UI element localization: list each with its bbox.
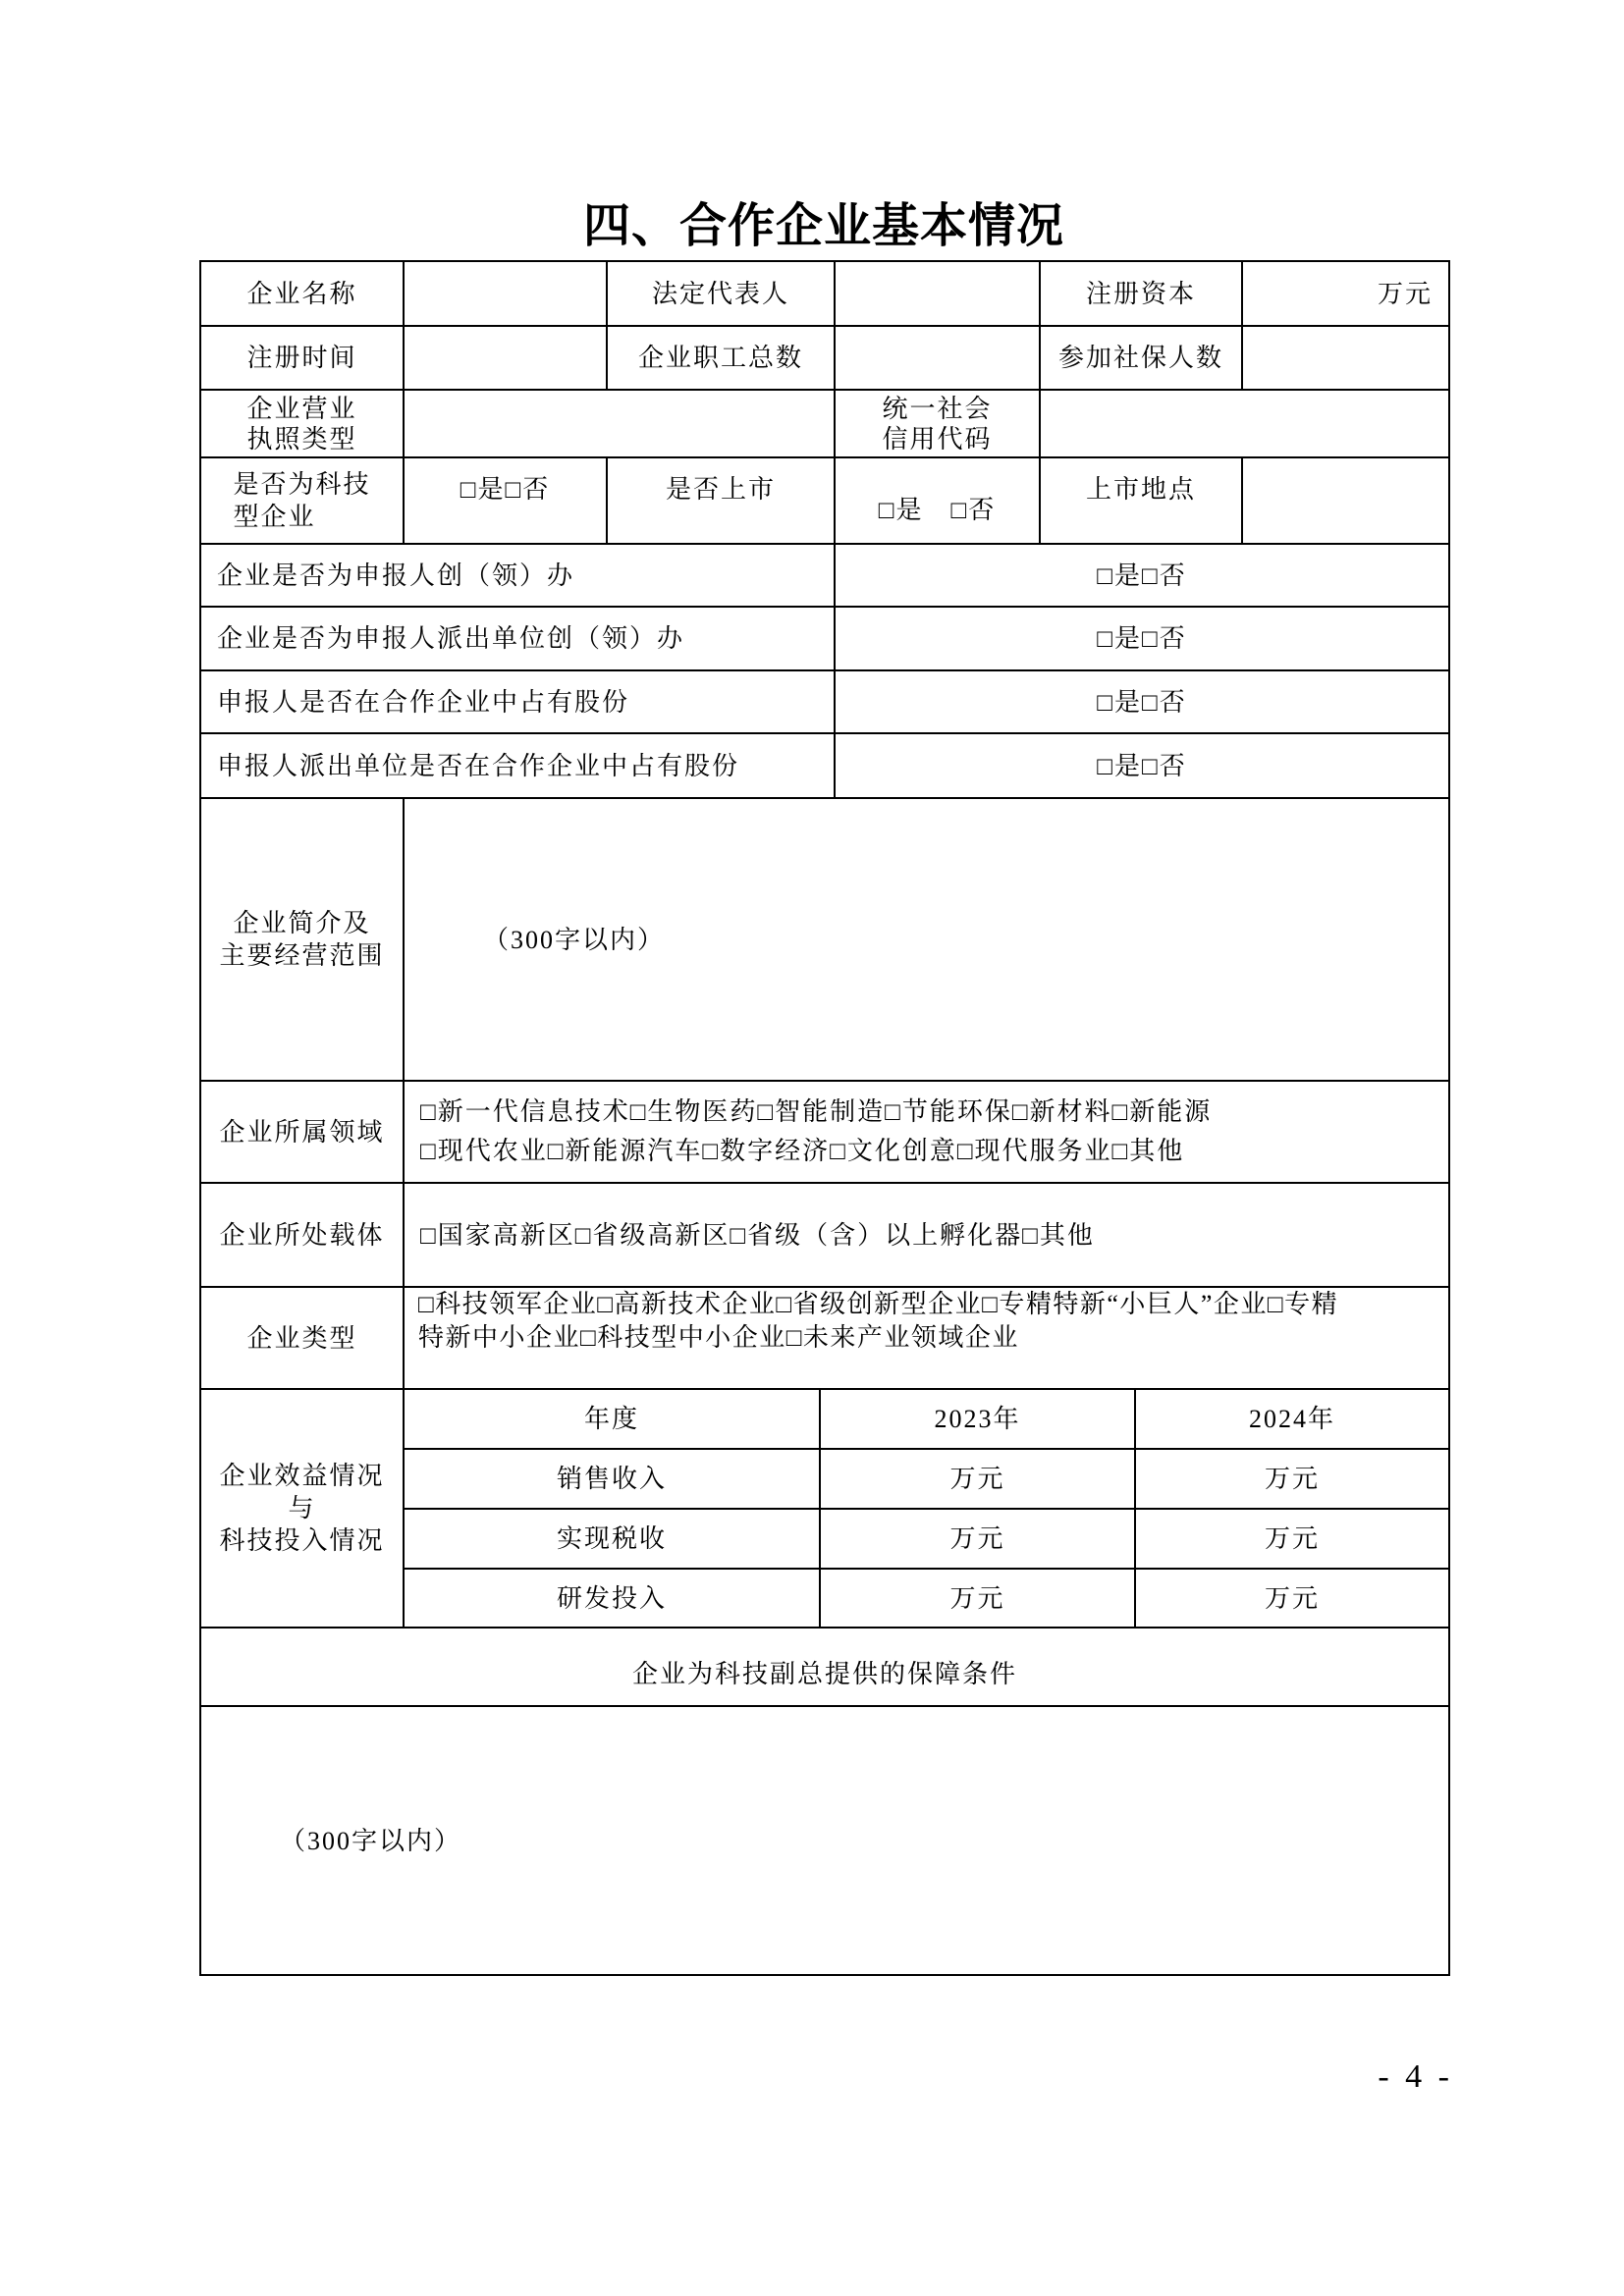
company-name-field [403,260,608,327]
carrier-options: □国家高新区□省级高新区□省级（含）以上孵化器□其他 [403,1182,1450,1288]
profile-field [403,797,1450,1082]
page-title: 四、合作企业基本情况 [582,200,1064,252]
license-type-field [403,389,836,458]
performance-sales-2023: 万元 [819,1448,1136,1510]
performance-item-rd: 研发投入 [403,1568,821,1629]
performance-header-year: 年度 [403,1388,821,1450]
legal-representative-label: 法定代表人 [606,260,836,327]
performance-sales-2024: 万元 [1134,1448,1450,1510]
profile-label: 企业简介及 主要经营范围 [199,797,405,1082]
registered-capital-unit: 万元 [1377,279,1433,308]
registration-date-field [403,325,608,391]
question-founded-by-applicant-options: □是□否 [834,543,1450,608]
company-name-label: 企业名称 [199,260,405,327]
industry-field-label: 企业所属领域 [199,1080,405,1184]
is-listed-options: □是 □否 [834,456,1041,545]
tech-company-label [199,456,405,545]
performance-tax-2024: 万元 [1134,1508,1450,1570]
registered-capital-label: 注册资本 [1039,260,1243,327]
listing-location-label: 上市地点 [1039,456,1243,545]
legal-representative-field [834,260,1041,327]
profile-hint: （300字以内） [483,925,666,954]
question-founded-by-applicant: 企业是否为申报人创（领）办 [199,543,836,608]
license-type-label: 企业营业 执照类型 [199,389,405,458]
performance-item-sales: 销售收入 [403,1448,821,1510]
question-dispatching-unit-holds-shares-options: □是□否 [834,732,1450,799]
company-type-label: 企业类型 [199,1286,405,1390]
support-conditions-field [199,1705,1450,1976]
registered-capital-field [1241,260,1450,327]
industry-field-options-line-1: □新一代信息技术□生物医药□智能制造□节能环保□新材料□新能源 [420,1097,1213,1126]
company-type-options-line-1: □科技领军企业□高新技术企业□省级创新型企业□专精特新“小巨人”企业□专精 [418,1290,1339,1318]
performance-rd-2024: 万元 [1134,1568,1450,1629]
listing-location-field [1241,456,1450,545]
tech-company-options: □是□否 [403,456,608,545]
performance-item-tax: 实现税收 [403,1508,821,1570]
social-insurance-count-label: 参加社保人数 [1039,325,1243,391]
industry-field-options-line-2: □现代农业□新能源汽车□数字经济□文化创意□现代服务业□其他 [420,1137,1185,1165]
credit-code-field [1039,389,1450,458]
employee-count-label: 企业职工总数 [606,325,836,391]
registration-date-label: 注册时间 [199,325,405,391]
carrier-label: 企业所处载体 [199,1182,405,1288]
question-applicant-holds-shares-options: □是□否 [834,669,1450,734]
question-dispatching-unit-holds-shares: 申报人派出单位是否在合作企业中占有股份 [199,732,836,799]
company-type-options [403,1286,1450,1390]
performance-tax-2023: 万元 [819,1508,1136,1570]
credit-code-label: 统一社会 信用代码 [834,389,1041,458]
support-conditions-hint: （300字以内） [280,1826,462,1855]
tech-company-label-text: 是否为科技 型企业 [233,470,371,531]
social-insurance-count-field [1241,325,1450,391]
question-founded-by-dispatching-unit: 企业是否为申报人派出单位创（领）办 [199,606,836,671]
employee-count-field [834,325,1041,391]
performance-label: 企业效益情况 与 科技投入情况 [199,1388,405,1629]
performance-header-2024: 2024年 [1134,1388,1450,1450]
performance-header-2023: 2023年 [819,1388,1136,1450]
question-applicant-holds-shares: 申报人是否在合作企业中占有股份 [199,669,836,734]
performance-rd-2023: 万元 [819,1568,1136,1629]
industry-field-options [403,1080,1450,1184]
question-founded-by-dispatching-unit-options: □是□否 [834,606,1450,671]
company-type-options-line-2: 特新中小企业□科技型中小企业□未来产业领域企业 [418,1323,1019,1352]
is-listed-label: 是否上市 [606,456,836,545]
support-conditions-title: 企业为科技副总提供的保障条件 [199,1627,1450,1707]
page-number: - 4 - [1378,2058,1453,2095]
